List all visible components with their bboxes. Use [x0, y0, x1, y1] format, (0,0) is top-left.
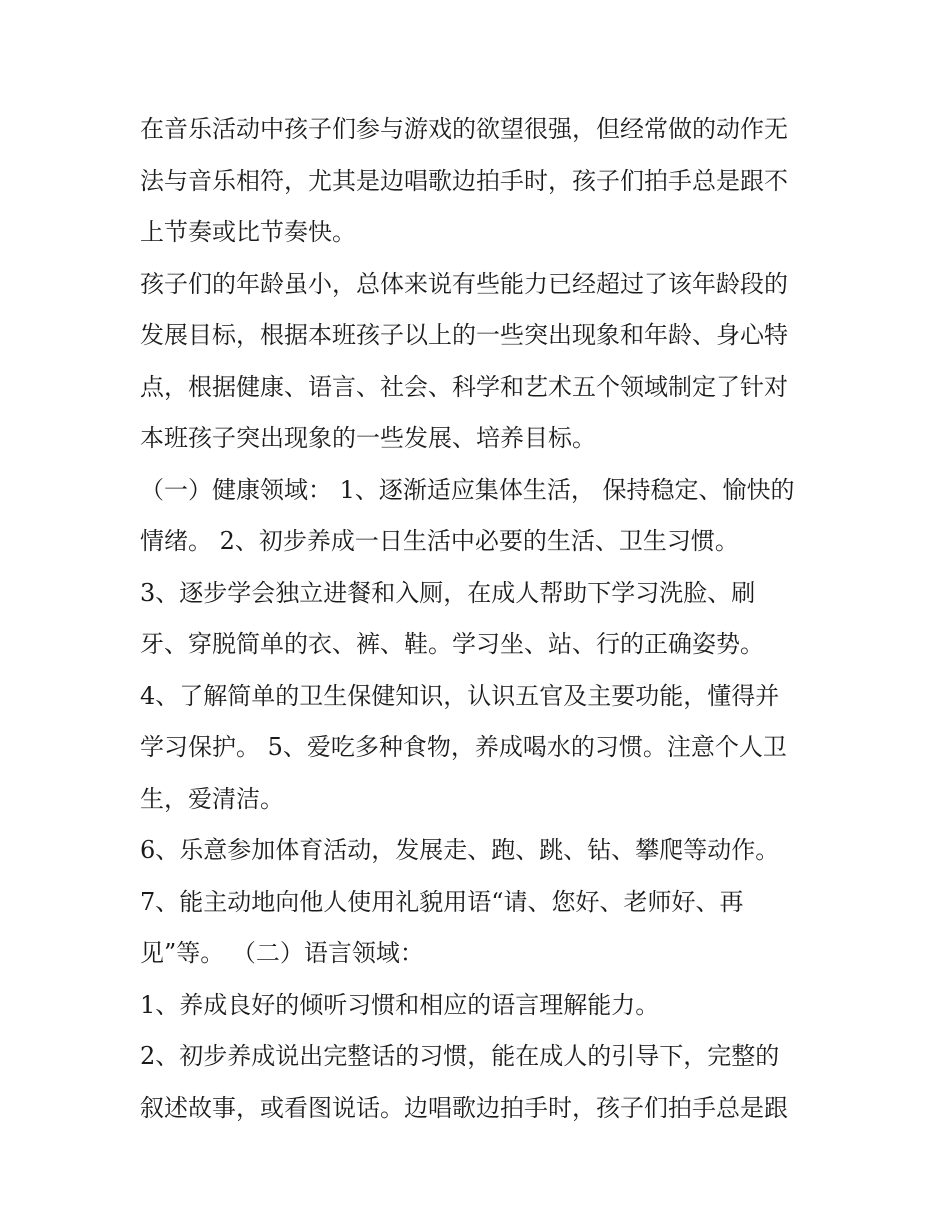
text-line: 孩子们的年龄虽小，总体来说有些能力已经超过了该年龄段的 [140, 269, 788, 298]
text-line: 叙述故事，或看图说话。边唱歌边拍手时，孩子们拍手总是跟 [140, 1093, 788, 1122]
text-line: 法与音乐相符，尤其是边唱歌边拍手时，孩子们拍手总是跟不 [140, 166, 788, 195]
document-body [140, 104, 820, 1134]
text-line: 6、乐意参加体育活动，发展走、跑、跳、钻、攀爬等动作。 [140, 836, 780, 864]
text-line: 2、初步养成说出完整话的习惯，能在成人的引导下，完整的 [140, 1042, 780, 1070]
text-line: （一）健康领域： 1、逐渐适应集体生活， 保持稳定、愉快的 [140, 475, 795, 504]
text-line: 上节奏或比节奏快。 [140, 218, 356, 246]
text-line: 情绪。 2、初步养成一日生活中必要的生活、卫生习惯。 [140, 527, 739, 555]
text-line: 1、养成良好的倾听习惯和相应的语言理解能力。 [140, 990, 660, 1019]
text-line: 在音乐活动中孩子们参与游戏的欲望很强，但经常做的动作无 [140, 115, 788, 143]
text-line: 牙、穿脱简单的衣、裤、鞋。学习坐、站、行的正确姿势。 [140, 630, 764, 658]
text-line: 见”等。 （二）语言领域： [140, 939, 424, 967]
text-line: 发展目标，根据本班孩子以上的一些突出现象和年龄、身心特 [140, 321, 788, 349]
text-line: 学习保护。 5、爱吃多种食物，养成喝水的习惯。注意个人卫 [140, 733, 787, 761]
text-line: 点，根据健康、语言、社会、科学和艺术五个领域制定了针对 [140, 372, 788, 401]
text-line: 4、了解简单的卫生保健知识，认识五官及主要功能，懂得并 [140, 681, 780, 710]
text-line: 3、逐步学会独立进餐和入厕，在成人帮助下学习洗脸、刷 [140, 578, 756, 607]
text-line: 生，爱清洁。 [140, 784, 284, 813]
text-line: 7、能主动地向他人使用礼貌用语“请、您好、老师好、再 [140, 887, 744, 916]
text-line: 本班孩子突出现象的一些发展、培养目标。 [140, 424, 596, 452]
